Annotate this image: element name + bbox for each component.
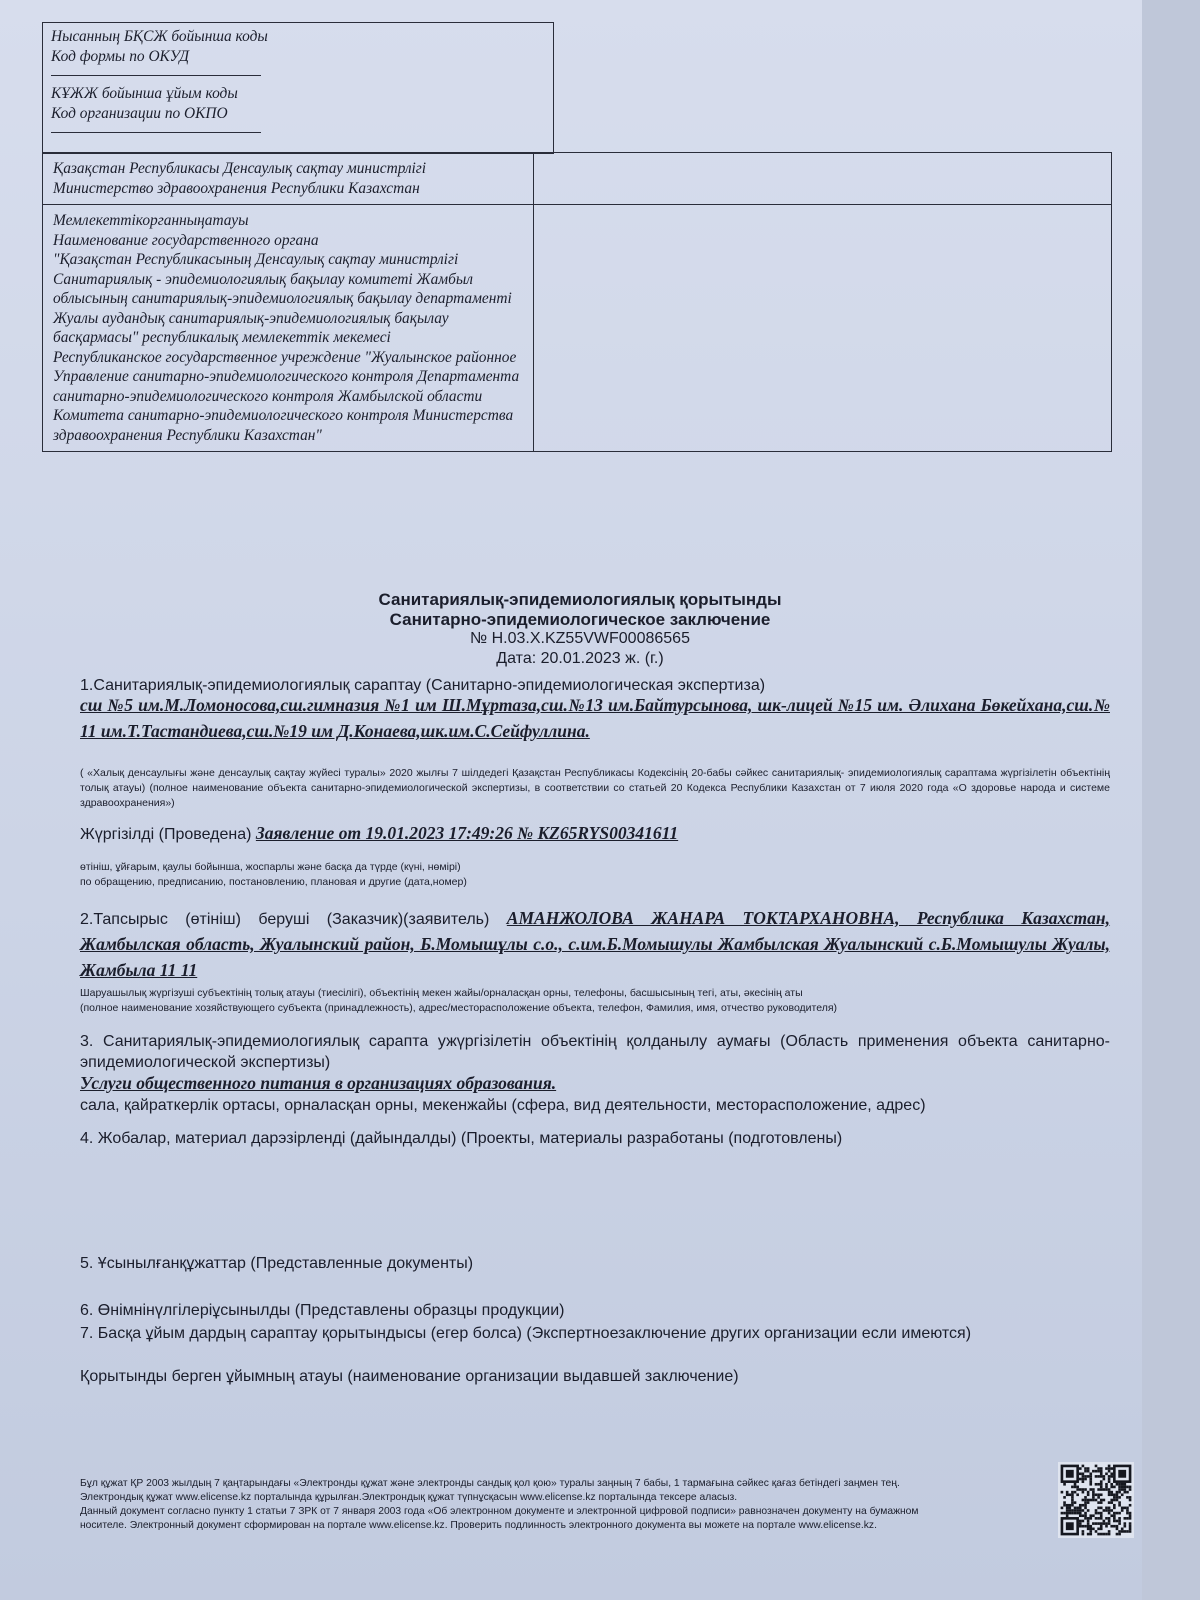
section2-customer [80, 906, 1110, 984]
qr-code-icon[interactable] [1058, 1462, 1134, 1538]
okpo-code-label-ru: Код организации по ОКПО [51, 105, 228, 122]
section1-heading: 1.Санитариялық-эпидемиологиялық сараптау (Санитарно-эпидемиологическая экспертиза) [80, 677, 766, 694]
okud-code-blank [51, 67, 261, 76]
okud-code-label-ru: Код формы по ОКУД [51, 48, 190, 65]
section2-note-kz: Шаруашылық жүргізуші субъектінің толық атауы (тиесілігі), объектінің мекен жайы/орналасқан орны, телефоны, басшысының тегі, аты, әкесінің аты [80, 987, 803, 999]
gov-body-name-ru: Республиканское государственное учреждение "Жуалынское районное Управление санитарно-эпидемиологического контроля Департамента санитарно-эпидемиологического контроля Жамбылской области Комитета санитарно-эпидемиологического контроля Министерства здравоохранения Республики Казахстан" [53, 348, 520, 444]
conducted-note-ru: по обращению, предписанию, постановлению, плановая и другие (дата,номер) [80, 876, 467, 888]
gov-body-row [43, 205, 1112, 452]
doc-date: Дата: 20.01.2023 ж. (г.) [496, 650, 664, 667]
ministry-cell [43, 153, 534, 205]
section5-documents: 5. Ұсынылғанқұжаттар (Представленные документы) [80, 1255, 474, 1272]
footer-kz-line2: Электрондық құжат www.elicense.kz порталында құрылған.Электрондық құжат түпнұсқасын www.elicense.kz порталында тексере аласыз. [80, 1492, 738, 1503]
section3-heading: 3. Санитариялық-эпидемиологиялық сарапта ужүргізілетін объектінің қолданылу аумағы (Область применения объекта санитарно-эпидемиологической экспертизы) [80, 1033, 1110, 1071]
doc-title-ru: Санитарно-эпидемиологическое заключение [389, 610, 771, 629]
section7-other-expertise: 7. Басқа ұйым дардың сараптау қорытындысы (егер болса) (Экспертноезаключение других организации если имеются) [80, 1325, 972, 1342]
page-edge [1142, 0, 1200, 1600]
section1-object-value: сш №5 им.М.Ломоносова,сш.гимназия №1 им Ш.Мұртаза,сш.№13 им.Байтурсынова, шк-лицей №15 им. Әлихана Бөкейхана,сш.№ 11 им.Т.Тастандиева,сш.№19 им Д.Конаева,шк.им.С.Сейфуллина. [80, 695, 1110, 741]
form-codes-box [42, 22, 554, 154]
ministry-name-kz: Қазақстан Республикасы Денсаулық сақтау министрлігі [53, 160, 427, 177]
conducted-value: Заявление от 19.01.2023 17:49:26 № KZ65RYS00341611 [255, 823, 679, 843]
conducted-note [80, 860, 1110, 890]
footer-kz-line1: Бұл құжат ҚР 2003 жылдың 7 қаңтарындағы «Электронды құжат және электронды сандық қол қою» туралы заңның 7 бабы, 1 тармағына сәйкес қағаз бетіндегі заңмен тең. [80, 1478, 900, 1489]
section7-issuing-org: Қорытынды берген ұйымның атауы (наименование организации выдавшей заключение) [80, 1368, 739, 1385]
ministry-empty-cell [534, 153, 1112, 205]
gov-body-cell [43, 205, 534, 452]
section3-scope [80, 1073, 1110, 1095]
gov-body-name-kz: "Қазақстан Республикасының Денсаулық сақтау министрлігі Санитариялық - эпидемиологиялық бақылау комитеті Жамбыл облысының санитариялық-эпидемиологиялық бақылау департаменті Жуалы аудандық санитариялық-эпидемиологиялық бақылау басқармасы" республикалық мемлекеттік мекемесі [53, 251, 512, 346]
gov-body-label-ru: Наименование государственного органа [53, 231, 319, 249]
gov-body-empty-cell [534, 205, 1112, 452]
section3-note: сала, қайраткерлік ортасы, орналасқан орны, мекенжайы (сфера, вид деятельности, месторасположение, адрес) [80, 1097, 926, 1114]
okud-code-label-kz: Нысанның БҚСЖ бойынша коды [51, 28, 268, 45]
footer-ru-line2: носителе. Электронный документ сформирован на портале www.elicense.kz. Проверить подлинность электронного документа вы можете на портале www.elicense.kz. [80, 1520, 877, 1531]
okpo-code-label-kz: КҰЖЖ бойынша ұйым коды [51, 85, 238, 102]
section2-value: АМАНЖОЛОВА ЖАНАРА ТОКТАРХАНОВНА, Республика Казахстан, Жамбылская область, Жуалынский район, Б.Момышұлы с.о., с.им.Б.Момышулы Жамбылская Жуалынский с.Б.Момышулы Жуалы, Жамбыла 11 11 [80, 908, 1111, 980]
government-body-table [42, 152, 1112, 452]
section2-note [80, 986, 1110, 1016]
gov-body-label-kz: Мемлекеттікорганныңатауы [53, 212, 249, 229]
section2-note-ru: (полное наименование хозяйствующего субъекта (принадлежность), адрес/месторасположение объекта, телефон, Фамилия, имя, отчество руководителя) [80, 1002, 838, 1014]
section3-scope-value: Услуги общественного питания в организациях образования. [80, 1073, 557, 1093]
conducted-line [80, 823, 1110, 845]
doc-title-kz: Санитариялық-эпидемиологиялық қорытынды [378, 590, 782, 609]
ministry-name-ru: Министерство здравоохранения Республики Казахстан [53, 179, 420, 197]
section6-samples: 6. Өнімнінүлгілеріұсынылды (Представлены образцы продукции) [80, 1302, 565, 1319]
okpo-code-blank [51, 124, 261, 133]
conducted-label: Жүргізілді (Проведена) [80, 826, 252, 843]
section2-label: 2.Тапсырыс (өтініш) беруші (Заказчик)(заявитель) [80, 911, 490, 928]
section4-projects: 4. Жобалар, материал дарэзірленді (дайындалды) (Проекты, материалы разработаны (подготовлены) [80, 1130, 843, 1147]
footer-legal-note [80, 1477, 1040, 1533]
section1-note: ( «Халық денсаулығы және денсаулық сақтау жүйесі туралы» 2020 жылғы 7 шілдедегі Қазақстан Республикасы Кодексінің 20-бабы сәйкес санитариялық- эпидемиологиялық сараптама жүргізілетін объектінің толық атауы) (полное наименование объекта санитарно-эпидемиологической экспертизы, в соответствии со статьей 20 Кодекса Республики Казахстан от 7 июля 2020 года «О здоровье народа и системе здравоохранения») [80, 767, 1110, 809]
section1-object-name [80, 693, 1110, 745]
doc-number: № H.03.X.KZ55VWF00086565 [470, 630, 690, 647]
ministry-row [43, 153, 1112, 205]
footer-ru-line1: Данный документ согласно пункту 1 статьи 7 ЗРК от 7 января 2003 года «Об электронном документе и электронной цифровой подписи» равнозначен документу на бумажном [80, 1506, 919, 1517]
conducted-note-kz: өтініш, ұйғарым, қаулы бойынша, жоспарлы және басқа да түрде (күні, нөмірі) [80, 861, 461, 873]
